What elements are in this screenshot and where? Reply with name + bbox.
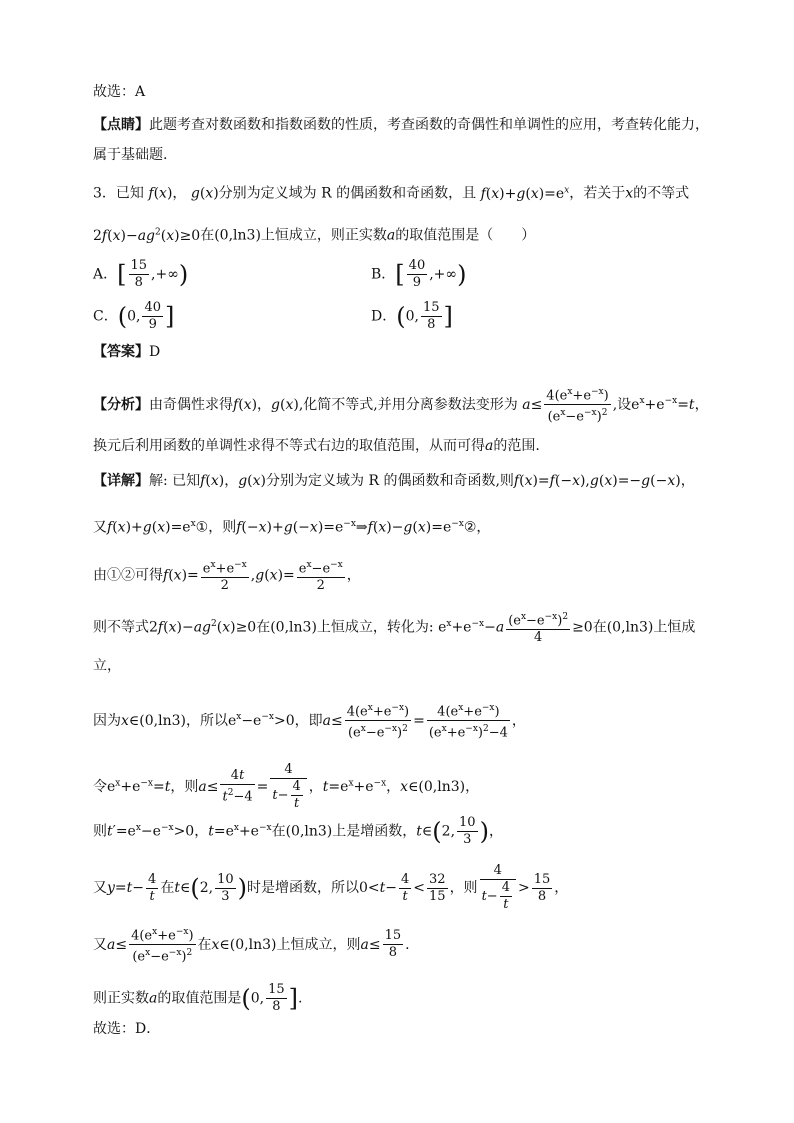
detail-text-4b: 在	[256, 619, 271, 636]
detail-line-10: 又a≤ $\frac{4(e^x+e^{-x})}{(e^x-e^{-x})^2}$ 在x∈(0,ln3)上恒成立，则a≤ $\frac{15}{8}$ .	[93, 924, 410, 966]
analysis-text-e: 换元后利用函数的单调性求得不等式右边的取值范围，从而可得	[93, 438, 485, 454]
final-answer-text: 故选：D．	[93, 1021, 161, 1037]
analysis-line-1: 【分析】由奇偶性求得f(x)，g(x),化简不等式,并用分离参数法变形为 a≤ $\frac{4(e^x+e^{-x})}{(e^x-e^{-x})^2}$ ,设$e^x+e^{-x}=t$，	[93, 384, 709, 426]
detail-line-5	[93, 656, 121, 676]
detail-text-1a: 解: 已知	[149, 473, 201, 489]
option-c[interactable]: C．(0, $\frac{40}{9}$ ]	[93, 300, 175, 332]
option-b-label: B．	[371, 266, 396, 283]
question-number: 3．	[93, 185, 116, 202]
detail-text-9b: 在	[160, 880, 175, 896]
detail-text-1b: 分别为定义域为 R 的偶函数和奇函数,则	[266, 473, 514, 489]
detail-line-4: 则不等式$2f(x)-ag^2(x)\ge 0$在(0,ln3)上恒成立，转化为: $e^x+e^{-x}-a$ $\frac{(e^x-e^{-x})^2}{4}$ ≥0在(0,ln3)上恒成	[93, 609, 695, 646]
option-a-label: A．	[93, 266, 118, 283]
detail-line-2: 又$f(x)+g(x)=e^x①$，则$f(-x)+g(-x)=e^{-x}\Rightarrow f(x)-g(x)=e^{-x}②$，	[93, 519, 491, 536]
math-sum: $f(x)+g(x)=e^x$	[480, 185, 570, 202]
answer-line	[93, 342, 160, 362]
analysis-text-f: 的范围.	[493, 438, 540, 454]
question-text-d: 的不等式	[633, 185, 690, 202]
detail-text-11b: 的取值范围是	[157, 990, 242, 1007]
detail-text-8c: 上是增函数，	[332, 823, 417, 840]
dianjing-tag: 【点睛】	[93, 117, 149, 133]
detail-text-9c: 时是增函数，所以	[246, 880, 359, 896]
detail-text-6a: 因为	[93, 712, 121, 729]
analysis-tag: 【分析】	[93, 396, 149, 413]
option-b-frac: $\frac{40}{9}$	[408, 258, 426, 290]
detail-text-4e: 上恒成	[653, 619, 696, 636]
math-fx: f	[148, 185, 154, 202]
detail-line-6: 因为x∈(0,ln3)，所以$e^x-e^{-x}>0$，即a≤ $\frac{4(e^x+e^{-x})}{(e^x-e^{-x})^2}$ = $\frac{4(e^x+e^{-x})}{(e^x+e^{-x})^2-4}$ ，	[93, 700, 526, 742]
detail-line-3: 由①②可得f(x)= $\frac{e^x+e^{-x}}{2}$ ,g(x)= $\frac{e^x-e^{-x}}{2}$ ，	[93, 557, 361, 594]
analysis-text-a: 由奇偶性求得	[149, 396, 233, 413]
answer-tag: 【答案】	[93, 344, 149, 360]
option-a-tail: ,+∞	[151, 266, 179, 283]
question-text-f: 上恒成立，则正实数	[260, 227, 387, 244]
detail-text-6b: ，所以	[185, 712, 228, 729]
detail-text-9a: 又	[93, 880, 107, 896]
option-d-label: D．	[371, 308, 397, 325]
detail-text-2a: 又	[93, 519, 107, 536]
question-text-a: 已知	[115, 185, 144, 202]
option-d[interactable]: D．(0, $\frac{15}{8}$ ]	[371, 300, 453, 332]
detail-text-8a: 则	[93, 823, 107, 840]
analysis-text-c: ,化简不等式,并用分离参数法变形为	[298, 396, 518, 413]
question-text-c: ，若关于	[569, 185, 626, 202]
question-line-2: $2f(x)-ag^2(x)\ge 0$在(0,ln3)上恒成立，则正实数a的取值范围是（ ）	[93, 227, 536, 244]
detail-text-7b: ，则	[170, 779, 199, 795]
detail-text-10b: 在	[197, 936, 212, 953]
detail-text-4a: 则不等式	[93, 619, 149, 636]
option-a[interactable]: A．[ $\frac{15}{8}$ ,+∞)	[93, 258, 189, 290]
analysis-frac: $\frac{4(e^x+e^{-x})}{(e^x-e^{-x})^2}$	[544, 384, 610, 426]
detail-line-1: 【详解】解: 已知f(x)，g(x)分别为定义域为 R 的偶函数和奇函数,则f(x)=f(−x),g(x)=−g(−x)，	[93, 473, 695, 489]
dianjing-text: 此题考查对数函数和指数函数的性质，考查函数的奇偶性和单调性的应用，考查转化能力，	[149, 117, 709, 133]
detail-text-10a: 又	[93, 936, 107, 953]
question-text-b: 分别为定义域为 R 的偶函数和奇函数，且	[218, 185, 477, 202]
option-c-frac: $\frac{40}{9}$	[144, 300, 161, 332]
detail-text-6c: ，即	[294, 712, 323, 729]
math-inequality: $2f(x)-ag^2(x)\ge 0$	[93, 227, 201, 244]
detail-line-11: 则正实数a的取值范围是(0, $\frac{15}{8}$ ].	[93, 982, 303, 1014]
question-text-g: 的取值范围是（ ）	[395, 227, 536, 244]
option-b[interactable]: B．[ $\frac{40}{9}$ ,+∞)	[371, 258, 467, 290]
detail-tag: 【详解】	[93, 473, 149, 489]
math-gx: g	[190, 185, 200, 202]
question-line-1: 3．已知 f(x)， g(x)分别为定义域为 R 的偶函数和奇函数，且 $f(x)+g(x)=e^x$，若关于x的不等式	[93, 185, 690, 202]
option-d-head: 0,	[405, 308, 419, 325]
detail-line-8: 则$t'=e^x-e^{-x}>0$，$t=e^x+e^{-x}$在(0,ln3)上是增函数，t∈(2, $\frac{10}{3}$ )，	[93, 815, 503, 847]
detail-line-7: 令$e^x+e^{-x}=t$，则a≤ $\frac{4t}{t^2-4}$ = 4 t− $\frac{4}{t}$ ，$t=e^x+e^{-x}$，x∈(0,ln3)，	[93, 762, 480, 811]
detail-line-9: 又y=t− $\frac{4}{t}$ 在t∈(2, $\frac{10}{3}$ )时是增函数，所以0<t− $\frac{4}{t}$ < $\frac{32}{15}$ ，则 4 t− $\frac{4}{t}$ > $\frac{15}{8}$ ，	[93, 863, 569, 912]
dianjing-line	[93, 115, 709, 135]
dianjing-text-2: 属于基础题.	[93, 147, 168, 163]
prev-answer-text: 故选：A	[93, 84, 146, 100]
option-b-tail: ,+∞	[429, 266, 458, 283]
detail-text-7a: 令	[93, 779, 107, 795]
option-a-frac: $\frac{15}{8}$	[130, 258, 148, 290]
option-d-frac: $\frac{15}{8}$	[422, 300, 440, 332]
analysis-text-d: ,设	[612, 396, 632, 413]
option-c-head: 0,	[127, 308, 141, 325]
prev-answer-line	[93, 82, 145, 102]
question-text-e: 在	[200, 227, 215, 244]
analysis-line-2: 换元后利用函数的单调性求得不等式右边的取值范围，从而可得a的范围.	[93, 438, 540, 454]
dianjing-line-2	[93, 145, 167, 165]
detail-text-5: 立，	[93, 658, 121, 674]
detail-text-10c: 上恒成立，则	[276, 936, 361, 953]
detail-text-11a: 则正实数	[93, 990, 149, 1007]
detail-text-8b: 在	[271, 823, 286, 840]
detail-text-2b: ，则	[208, 519, 237, 536]
analysis-text-b: ，	[257, 396, 272, 413]
detail-text-3a: 由①②可得	[93, 567, 163, 584]
detail-text-4d: 在	[592, 619, 607, 636]
option-c-label: C．	[93, 308, 118, 325]
answer-value: D	[149, 344, 161, 360]
detail-text-4c: 上恒成立，转化为:	[316, 619, 434, 636]
detail-text-9d: ，则	[449, 880, 478, 896]
detail-line-12	[93, 1019, 160, 1039]
